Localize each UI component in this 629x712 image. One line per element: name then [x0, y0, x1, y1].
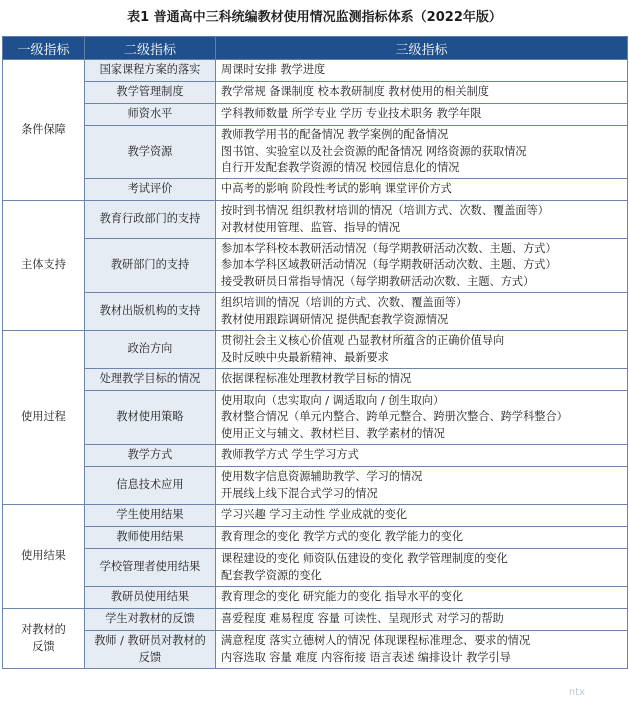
header-level1: 一级指标 — [3, 37, 85, 60]
table-row — [3, 527, 628, 549]
level3-line: 使用数字信息资源辅助教学、学习的情况 — [221, 470, 423, 484]
level3-cell — [216, 549, 628, 587]
level2-cell: 学生对教材的反馈 — [85, 609, 216, 631]
level3-line: 学科教师数量 所学专业 学历 专业技术职务 教学年限 — [221, 107, 482, 121]
level3-line: 教育理念的变化 教学方式的变化 教学能力的变化 — [221, 530, 464, 544]
table-row — [3, 505, 628, 527]
level1-cell: 使用过程 — [3, 331, 85, 505]
level3-line: 参加本学科校本教研活动情况（每学期教研活动次数、主题、方式） — [221, 241, 557, 255]
level3-line: 课程建设的变化 师资队伍建设的变化 教学管理制度的变化 — [221, 552, 508, 566]
table-row — [3, 609, 628, 631]
table-row — [3, 445, 628, 467]
level3-line: 教材使用跟踪调研情况 提供配套教学资源情况 — [221, 312, 449, 326]
level3-cell — [216, 60, 628, 82]
level3-cell — [216, 201, 628, 239]
level3-cell — [216, 104, 628, 126]
level1-cell: 使用结果 — [3, 505, 85, 609]
level3-line: 满意程度 落实立德树人的情况 体现课程标准理念、要求的情况 — [221, 634, 531, 648]
level3-line: 学习兴趣 学习主动性 学业成就的变化 — [221, 508, 408, 522]
level2-cell: 教研员使用结果 — [85, 587, 216, 609]
level3-line: 贯彻社会主义核心价值观 凸显教材所蕴含的正确价值导向 — [221, 334, 505, 348]
table-row — [3, 467, 628, 505]
level3-cell — [216, 369, 628, 391]
level2-cell: 教学资源 — [85, 126, 216, 179]
level2-cell: 教材出版机构的支持 — [85, 293, 216, 331]
level2-cell: 信息技术应用 — [85, 467, 216, 505]
level3-cell — [216, 505, 628, 527]
table-row — [3, 126, 628, 179]
level3-cell — [216, 391, 628, 445]
table-row — [3, 293, 628, 331]
level2-cell: 处理教学目标的情况 — [85, 369, 216, 391]
level3-line: 周课时安排 教学进度 — [221, 63, 326, 77]
level3-cell — [216, 331, 628, 369]
level2-cell: 教师 / 教研员对教材的反馈 — [85, 631, 216, 669]
table-row — [3, 587, 628, 609]
level3-line: 依据课程标准处理教材教学目标的情况 — [221, 372, 412, 386]
level3-line: 按时到书情况 组织教材培训的情况（培训方式、次数、覆盖面等） — [221, 204, 549, 218]
level3-line: 教材整合情况（单元内整合、跨单元整合、跨册次整合、跨学科整合） — [221, 410, 568, 424]
header-level2: 二级指标 — [85, 37, 216, 60]
level3-line: 对教材使用管理、监管、指导的情况 — [221, 220, 401, 234]
level2-cell: 学生使用结果 — [85, 505, 216, 527]
level2-cell: 国家课程方案的落实 — [85, 60, 216, 82]
level3-line: 图书馆、实验室以及社会资源的配备情况 网络资源的获取情况 — [221, 144, 527, 158]
level3-cell — [216, 126, 628, 179]
level2-cell: 政治方向 — [85, 331, 216, 369]
level2-cell: 教学管理制度 — [85, 82, 216, 104]
level2-cell: 教学方式 — [85, 445, 216, 467]
level3-cell — [216, 527, 628, 549]
level3-cell — [216, 179, 628, 201]
level1-cell: 主体支持 — [3, 201, 85, 331]
table-row — [3, 201, 628, 239]
level2-cell: 教育行政部门的支持 — [85, 201, 216, 239]
level3-cell — [216, 82, 628, 104]
table-row — [3, 369, 628, 391]
table-body — [3, 60, 628, 669]
indicator-table — [2, 36, 628, 669]
table-row — [3, 104, 628, 126]
level3-line: 喜爱程度 难易程度 容量 可读性、呈现形式 对学习的帮助 — [221, 612, 504, 626]
level3-line: 配套教学资源的变化 — [221, 568, 322, 582]
table-caption: 表1 普通高中三科统编教材使用情况监测指标体系（2022年版） — [127, 10, 502, 25]
level3-line: 内容选取 容量 难度 内容衔接 语言表述 编排设计 教学引导 — [221, 650, 511, 664]
level3-line: 及时反映中央最新精神、最新要求 — [221, 350, 389, 364]
level1-cell: 对教材的反馈 — [3, 609, 85, 669]
level1-cell: 条件保障 — [3, 60, 85, 201]
table-row — [3, 60, 628, 82]
level3-cell — [216, 445, 628, 467]
table-row — [3, 549, 628, 587]
level3-cell — [216, 239, 628, 293]
level3-cell — [216, 293, 628, 331]
level2-cell: 教师使用结果 — [85, 527, 216, 549]
level2-cell: 学校管理者使用结果 — [85, 549, 216, 587]
table-row — [3, 239, 628, 293]
level3-line: 参加本学科区域教研活动情况（每学期教研活动次数、主题、方式） — [221, 258, 557, 272]
level2-cell: 教材使用策略 — [85, 391, 216, 445]
level3-cell — [216, 467, 628, 505]
level2-cell: 教研部门的支持 — [85, 239, 216, 293]
level3-cell — [216, 609, 628, 631]
level2-cell: 考试评价 — [85, 179, 216, 201]
header-row — [3, 37, 628, 60]
header-level3: 三级指标 — [216, 37, 628, 60]
watermark: ntx — [568, 687, 585, 698]
level3-line: 教师教学用书的配备情况 教学案例的配备情况 — [221, 128, 449, 142]
level3-cell — [216, 587, 628, 609]
level2-cell: 师资水平 — [85, 104, 216, 126]
level3-line: 教育理念的变化 研究能力的变化 指导水平的变化 — [221, 590, 464, 604]
level3-line: 使用正文与辅文、教材栏目、教学素材的情况 — [221, 426, 445, 440]
level3-line: 使用取向（忠实取向 / 调适取向 / 创生取向） — [221, 393, 445, 407]
table-row — [3, 631, 628, 669]
level3-line: 接受教研员日常指导情况（每学期教研活动次数、主题、方式） — [221, 274, 535, 288]
level3-line: 中高考的影响 阶段性考试的影响 课堂评价方式 — [221, 182, 452, 196]
table-row — [3, 391, 628, 445]
table-row — [3, 179, 628, 201]
level3-line: 组织培训的情况（培训的方式、次数、覆盖面等） — [221, 296, 468, 310]
table-row — [3, 82, 628, 104]
level3-line: 教学常规 备课制度 校本教研制度 教材使用的相关制度 — [221, 85, 489, 99]
level3-line: 教师教学方式 学生学习方式 — [221, 448, 359, 462]
level3-line: 自行开发配套教学资源的情况 校园信息化的情况 — [221, 161, 460, 175]
table-row — [3, 331, 628, 369]
level3-line: 开展线上线下混合式学习的情况 — [221, 486, 378, 500]
level3-cell — [216, 631, 628, 669]
